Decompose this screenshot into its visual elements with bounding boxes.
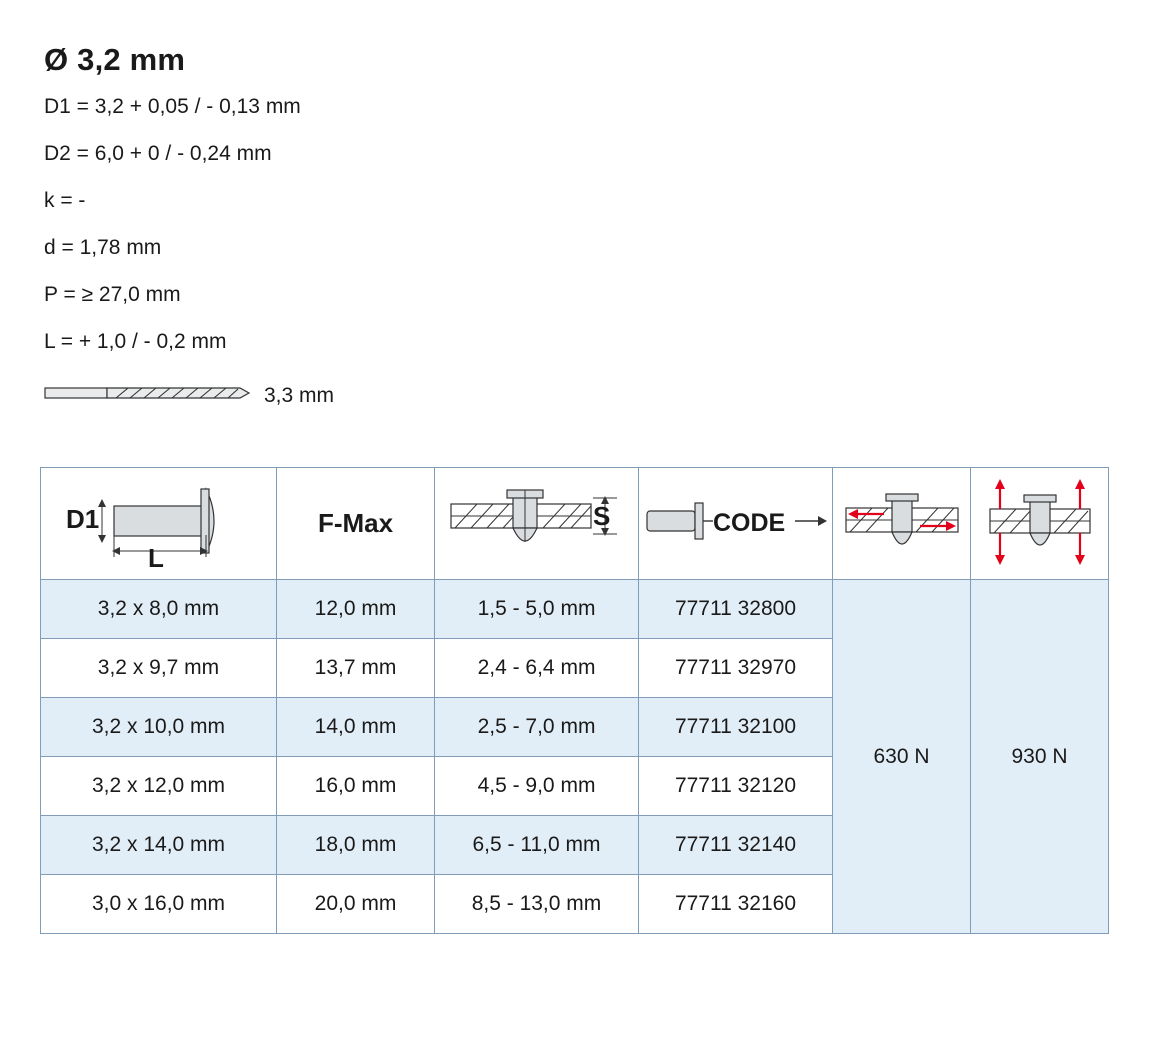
- spec-line-d2: D2 = 6,0 + 0 / - 0,24 mm: [44, 142, 272, 165]
- tensile-strength-icon: [976, 475, 1104, 572]
- cell-fmax: 20,0 mm: [277, 875, 435, 934]
- spec-list: [44, 96, 1120, 352]
- rivet-clamp-range-s-icon: [447, 476, 627, 571]
- cell-size: 3,2 x 14,0 mm: [41, 816, 277, 875]
- header-cell-fmax: F-Max: [277, 468, 435, 580]
- cell-size: 3,2 x 8,0 mm: [41, 580, 277, 639]
- cell-shear-value: 630 N: [833, 580, 971, 934]
- cell-code: 77711 32100: [639, 698, 833, 757]
- cell-code: 77711 32970: [639, 639, 833, 698]
- spec-line-k: k = -: [44, 189, 86, 212]
- drill-size-label: 3,3 mm: [264, 383, 335, 407]
- svg-text:CODE: CODE: [712, 509, 785, 537]
- cell-code: 77711 32140: [639, 816, 833, 875]
- cell-fmax: 13,7 mm: [277, 639, 435, 698]
- rivet-code-icon: [643, 491, 829, 556]
- cell-code: 77711 32800: [639, 580, 833, 639]
- shear-strength-icon: [838, 478, 966, 569]
- spec-line-l: L = + 1,0 / - 0,2 mm: [44, 330, 227, 353]
- table-body: [41, 580, 1109, 934]
- page-title: Ø 3,2 mm: [44, 42, 186, 77]
- drill-size-row: [44, 382, 1120, 409]
- rivet-spec-table-wrap: [40, 467, 1120, 934]
- cell-fmax: 16,0 mm: [277, 757, 435, 816]
- drill-bit-icon: [44, 382, 250, 409]
- spec-line-p: P = ≥ 27,0 mm: [44, 283, 181, 306]
- cell-fmax: 12,0 mm: [277, 580, 435, 639]
- table-row: [41, 580, 1109, 639]
- cell-clamp: 2,4 - 6,4 mm: [435, 639, 639, 698]
- svg-text:S: S: [592, 501, 610, 531]
- table-header-row: [41, 468, 1109, 580]
- cell-size: 3,2 x 10,0 mm: [41, 698, 277, 757]
- cell-tensile-value: 930 N: [971, 580, 1109, 934]
- svg-text:D1: D1: [66, 504, 100, 534]
- svg-text:L: L: [148, 543, 164, 571]
- cell-clamp: 4,5 - 9,0 mm: [435, 757, 639, 816]
- cell-clamp: 8,5 - 13,0 mm: [435, 875, 639, 934]
- cell-clamp: 2,5 - 7,0 mm: [435, 698, 639, 757]
- cell-clamp: 1,5 - 5,0 mm: [435, 580, 639, 639]
- table-header: [41, 468, 1109, 580]
- cell-code: 77711 32120: [639, 757, 833, 816]
- cell-fmax: 14,0 mm: [277, 698, 435, 757]
- spec-line-d1: D1 = 3,2 + 0,05 / - 0,13 mm: [44, 95, 301, 118]
- header-cell-dimensions: [41, 468, 277, 580]
- cell-fmax: 18,0 mm: [277, 816, 435, 875]
- header-cell-code: [639, 468, 833, 580]
- cell-code: 77711 32160: [639, 875, 833, 934]
- cell-size: 3,2 x 12,0 mm: [41, 757, 277, 816]
- rivet-dimension-d1-l-icon: [56, 471, 261, 576]
- header-cell-clamp-range: [435, 468, 639, 580]
- rivet-spec-table: [40, 467, 1109, 934]
- cell-clamp: 6,5 - 11,0 mm: [435, 816, 639, 875]
- spec-line-d: d = 1,78 mm: [44, 236, 162, 259]
- header-cell-shear: [833, 468, 971, 580]
- cell-size: 3,2 x 9,7 mm: [41, 639, 277, 698]
- cell-size: 3,0 x 16,0 mm: [41, 875, 277, 934]
- header-cell-tensile: [971, 468, 1109, 580]
